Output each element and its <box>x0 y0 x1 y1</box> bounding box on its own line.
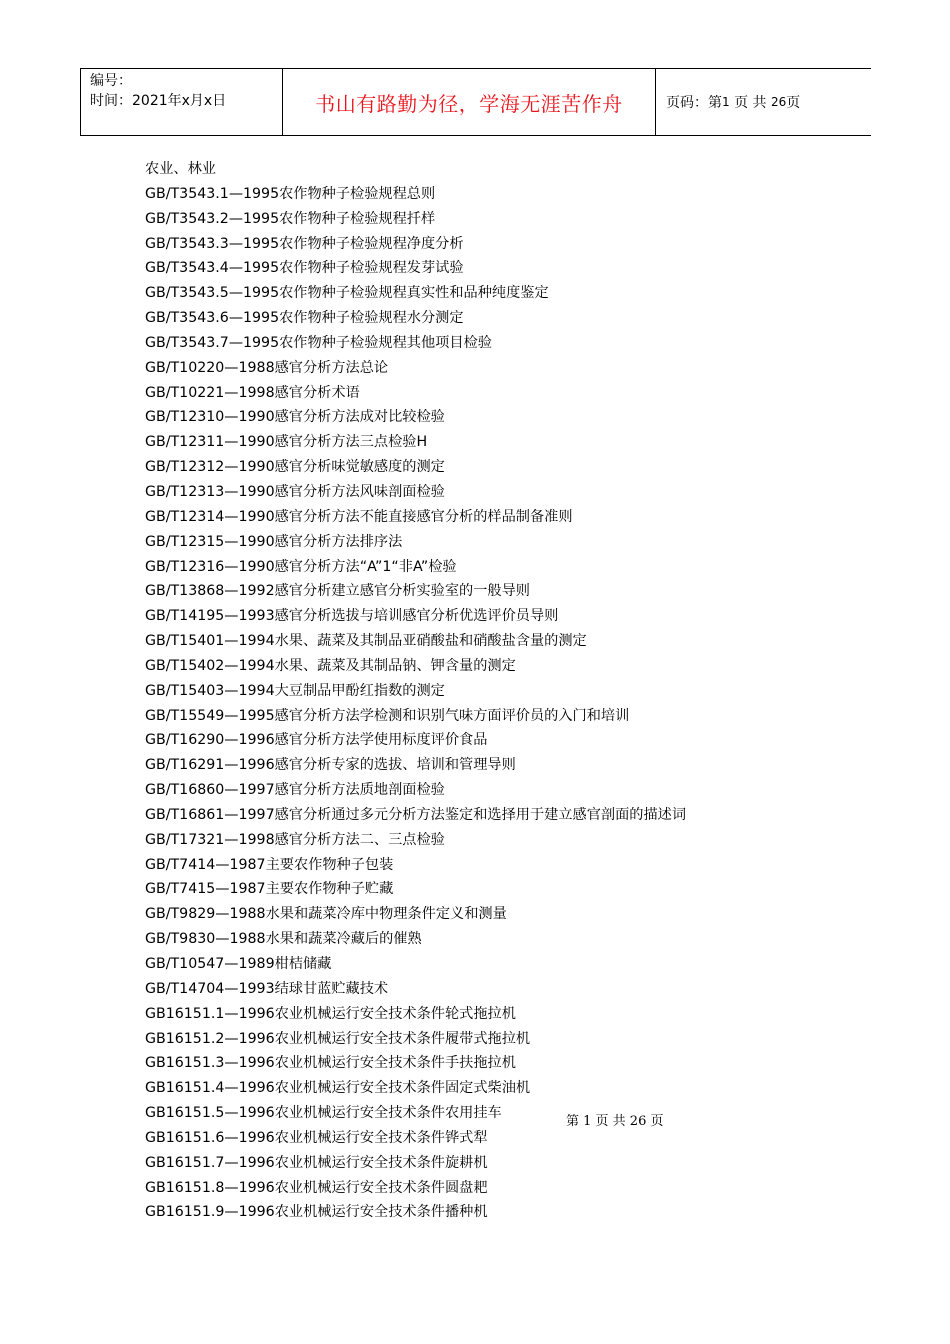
footer-page-number: 第 1 页 共 26 页 <box>566 1114 664 1129</box>
document-number-label: 编号： <box>90 73 132 89</box>
standard-entry: GB16151.2—1996农业机械运行安全技术条件履带式拖拉机 <box>145 1030 531 1047</box>
standard-entry: GB/T7414—1987主要农作物种子包装 <box>145 856 394 873</box>
standard-entry: GB16151.3—1996农业机械运行安全技术条件手扶拖拉机 <box>145 1055 516 1072</box>
standard-entry: GB/T16290—1996感官分析方法学使用标度评价食品 <box>145 732 488 749</box>
header-meta <box>81 69 283 135</box>
standard-entry: GB/T7415—1987主要农作物种子贮藏 <box>145 881 394 898</box>
standard-entry: GB/T12316—1990感官分析方法“A”1“非A”检验 <box>145 558 457 575</box>
standard-entry: GB16151.7—1996农业机械运行安全技术条件旋耕机 <box>145 1154 488 1171</box>
standard-entry: GB/T13868—1992感官分析建立感官分析实验室的一般导则 <box>145 583 530 600</box>
standard-entry: GB/T3543.2—1995农作物种子检验规程扦样 <box>145 210 436 227</box>
standard-entry: GB/T3543.7—1995农作物种子检验规程其他项目检验 <box>145 334 492 351</box>
header-motto: 书山有路勤为径，学海无涯苦作舟 <box>283 69 656 135</box>
standard-entry: GB/T12315—1990感官分析方法排序法 <box>145 533 403 550</box>
standard-entry: GB16151.5—1996农业机械运行安全技术条件农用挂车 <box>145 1105 502 1122</box>
standard-entry: GB/T17321—1998感官分析方法二、三点检验 <box>145 831 445 848</box>
standard-entry: GB/T10221—1998感官分析术语 <box>145 384 360 401</box>
standard-entry: GB/T12313—1990感官分析方法风味剖面检验 <box>145 483 445 500</box>
standard-entry: GB/T16861—1997感官分析通过多元分析方法鉴定和选择用于建立感官剖面的描述词 <box>145 806 687 823</box>
standard-entry: GB/T12312—1990感官分析味觉敏感度的测定 <box>145 459 445 476</box>
page-header <box>80 68 871 136</box>
standard-entry: GB/T15549—1995感官分析方法学检测和识别气味方面评价员的入门和培训 <box>145 707 630 724</box>
standard-entry: GB/T3543.1—1995农作物种子检验规程总则 <box>145 185 436 202</box>
standard-entry: GB16151.6—1996农业机械运行安全技术条件铧式犁 <box>145 1129 488 1146</box>
standard-entry: GB/T14704—1993结球甘蓝贮藏技术 <box>145 980 389 997</box>
section-heading: 农业、林业 <box>145 161 216 177</box>
standard-entry: GB16151.4—1996农业机械运行安全技术条件固定式柴油机 <box>145 1080 531 1097</box>
standard-entry: GB/T15401—1994水果、蔬菜及其制品亚硝酸盐和硝酸盐含量的测定 <box>145 633 587 650</box>
standard-entry: GB/T16860—1997感官分析方法质地剖面检验 <box>145 782 445 799</box>
standard-entry: GB/T3543.3—1995农作物种子检验规程净度分析 <box>145 235 464 252</box>
standard-entry: GB/T12314—1990感官分析方法不能直接感官分析的样品制备准则 <box>145 508 573 525</box>
standard-entry: GB/T14195—1993感官分析选拔与培训感官分析优选评价员导则 <box>145 608 559 625</box>
page-mid: 页 共 <box>734 95 767 111</box>
document-time-label: 时间：2021年x月x日 <box>90 93 227 109</box>
page-prefix: 页码：第 <box>666 95 722 111</box>
standard-entry: GB/T3543.4—1995农作物种子检验规程发芽试验 <box>145 260 464 277</box>
page-suffix: 页 <box>786 95 801 111</box>
standard-entry: GB16151.1—1996农业机械运行安全技术条件轮式拖拉机 <box>145 1005 516 1022</box>
standard-entry: GB/T15403—1994大豆制品甲酚红指数的测定 <box>145 682 445 699</box>
standard-entry: GB/T12310—1990感官分析方法成对比较检验 <box>145 409 445 426</box>
page-current: 1 <box>722 95 730 109</box>
standard-entry: GB/T16291—1996感官分析专家的选拔、培训和管理导则 <box>145 757 516 774</box>
standard-entry: GB16151.8—1996农业机械运行安全技术条件圆盘耙 <box>145 1179 488 1196</box>
standard-entry: GB/T10220—1988感官分析方法总论 <box>145 359 389 376</box>
standard-entry: GB/T10547—1989柑桔储藏 <box>145 956 332 972</box>
standard-entry: GB/T3543.5—1995农作物种子检验规程真实性和品种纯度鉴定 <box>145 285 549 302</box>
standards-list <box>145 157 845 1225</box>
page-total: 26 <box>771 95 787 109</box>
standard-entry: GB/T3543.6—1995农作物种子检验规程水分测定 <box>145 310 464 327</box>
standard-entry: GB16151.9—1996农业机械运行安全技术条件播种机 <box>145 1204 488 1221</box>
standard-entry: GB/T12311—1990感官分析方法三点检验H <box>145 434 428 451</box>
standard-entry: GB/T9829—1988水果和蔬菜冷库中物理条件定义和测量 <box>145 906 507 923</box>
standard-entry: GB/T15402—1994水果、蔬菜及其制品钠、钾含量的测定 <box>145 657 516 674</box>
header-page-info <box>656 69 871 135</box>
standard-entry: GB/T9830—1988水果和蔬菜冷藏后的催熟 <box>145 931 422 948</box>
